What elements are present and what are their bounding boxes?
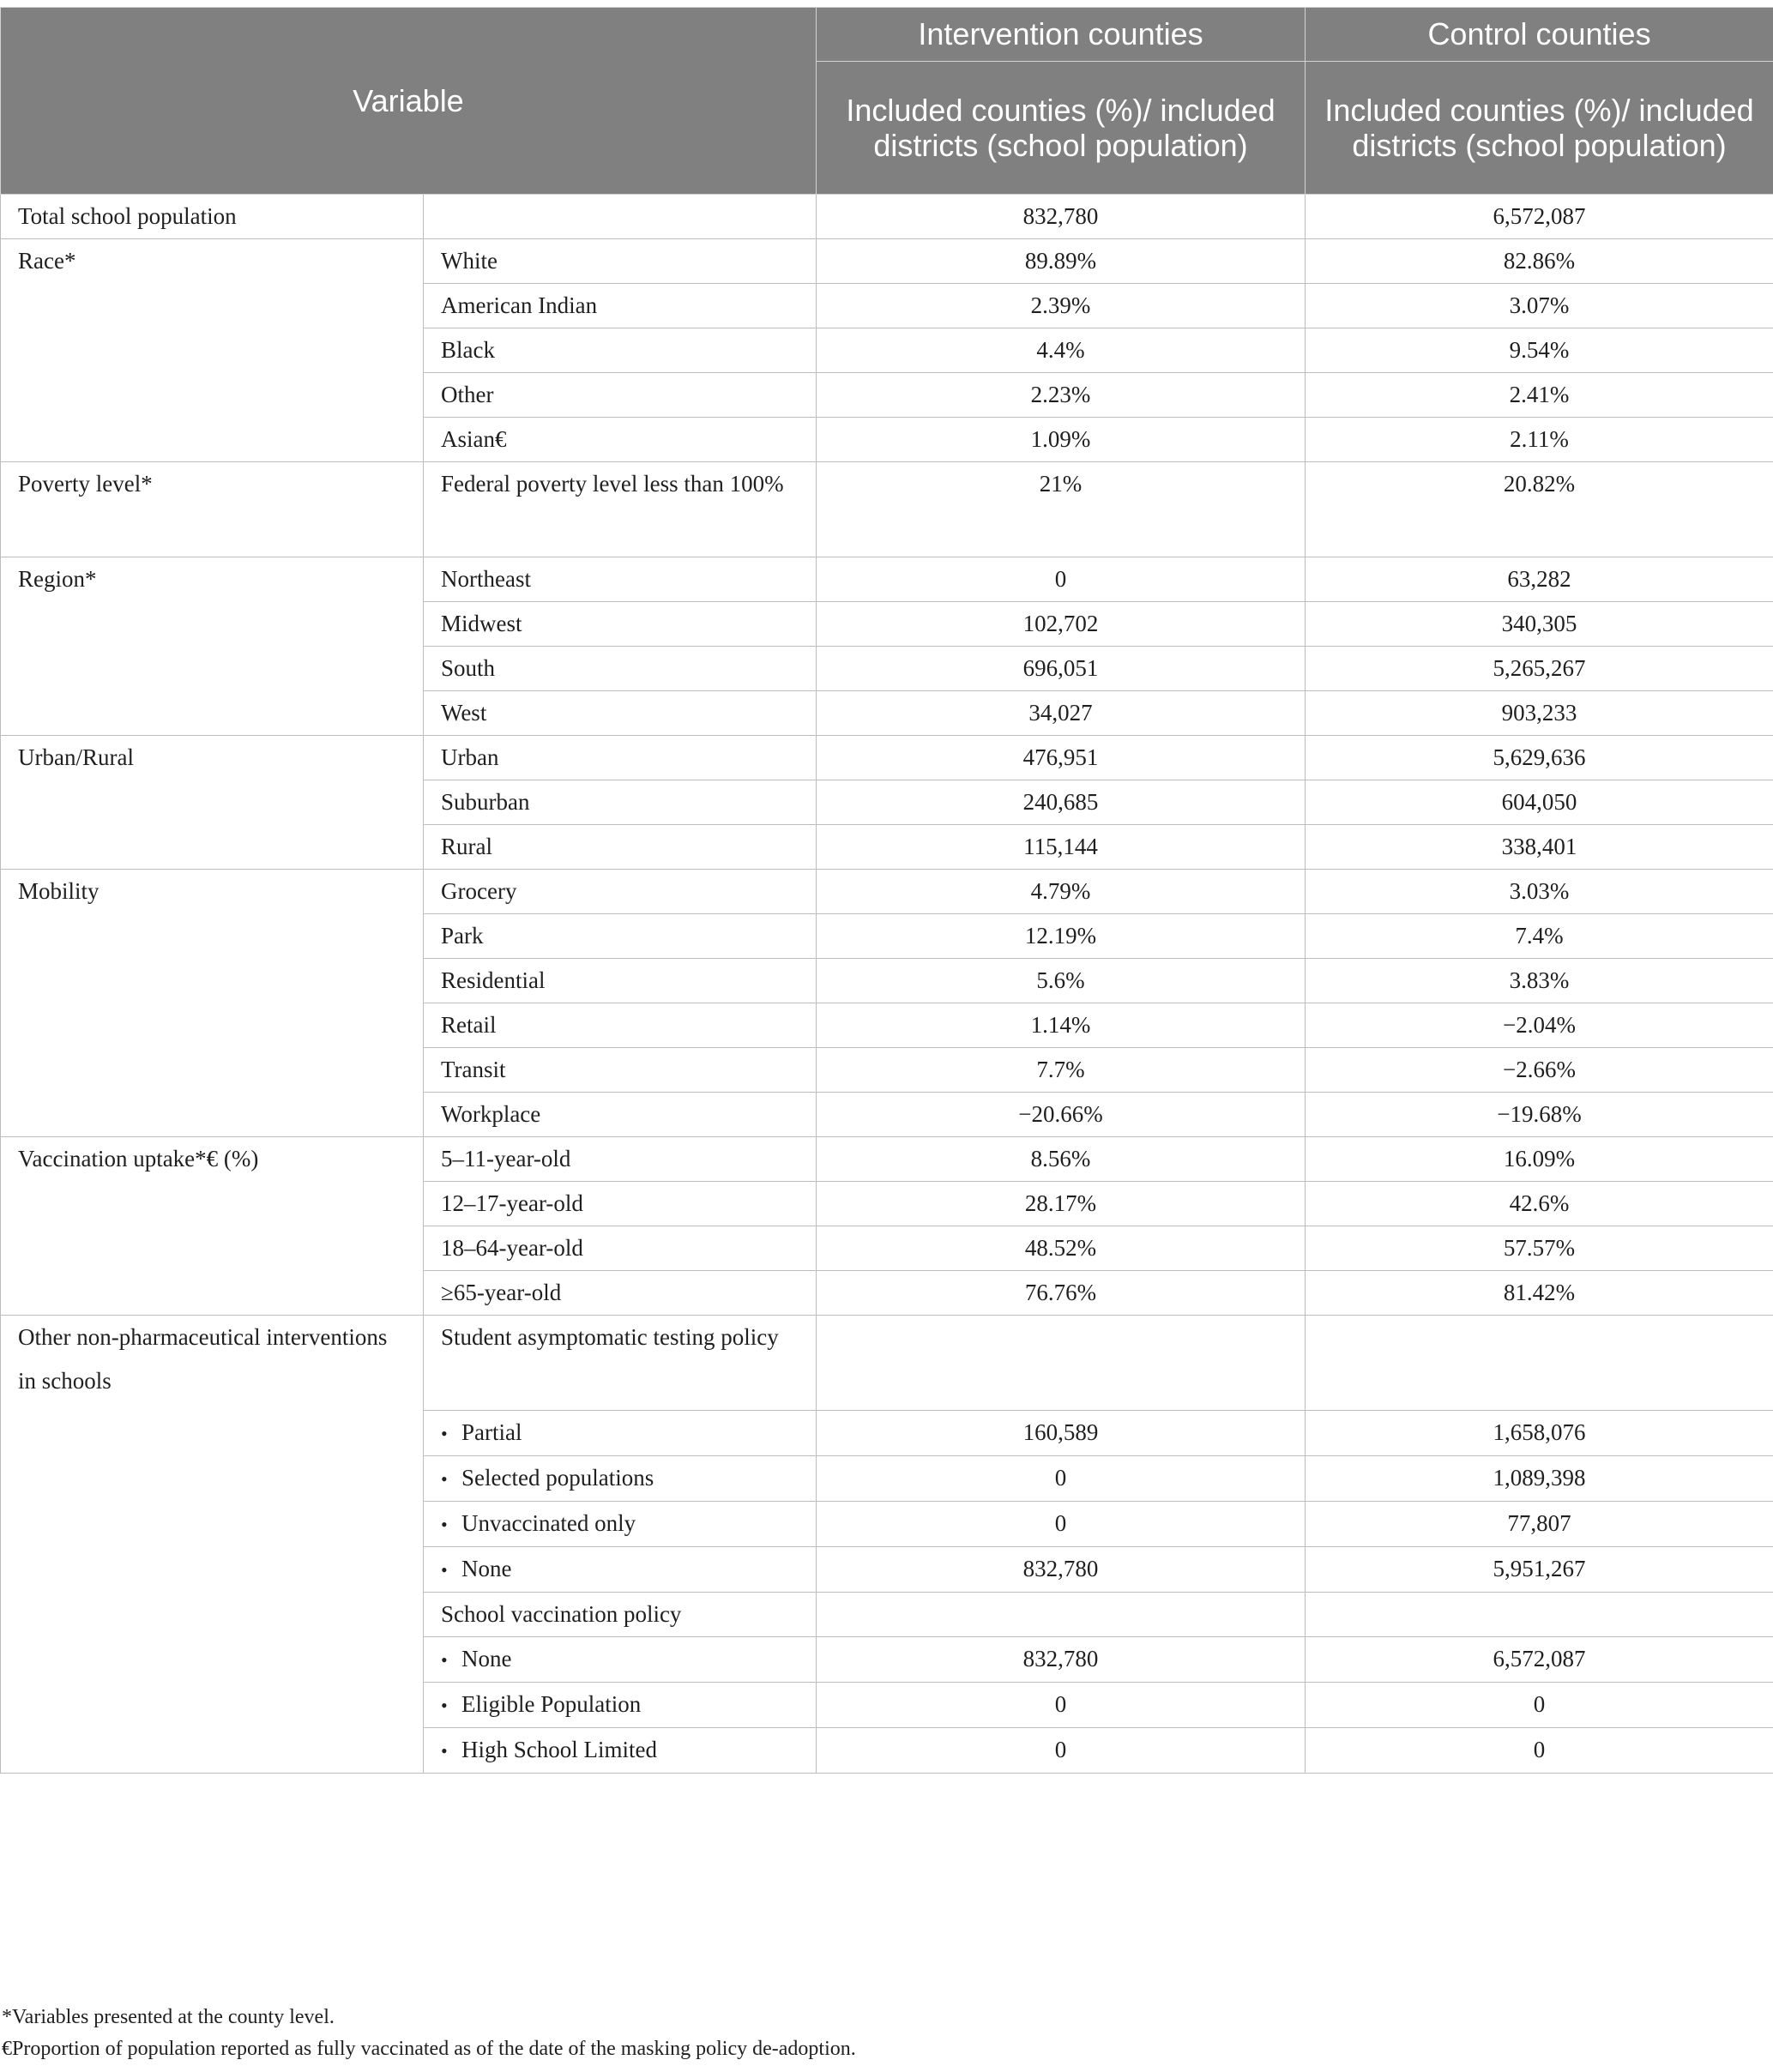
bullet-glyph: • [441,1695,448,1716]
intervention-value: 115,144 [817,825,1306,870]
intervention-header: Intervention counties [817,8,1306,62]
row-label-urban-rural: Urban/Rural [1,736,424,870]
intervention-value: 0 [817,1683,1306,1728]
row-label-race: Race* [1,239,424,462]
control-value: 20.82% [1306,462,1773,557]
intervention-value: 8.56% [817,1137,1306,1182]
intervention-value: 5.6% [817,959,1306,1003]
sub-label: American Indian [424,284,817,328]
intervention-value: 34,027 [817,691,1306,736]
intervention-subheader: Included counties (%)/ included districts (school population) [817,62,1306,195]
sub-label: West [424,691,817,736]
sub-label: Rural [424,825,817,870]
table-row [1,736,1773,780]
bullet-item [424,1683,817,1728]
intervention-value: 832,780 [817,1547,1306,1593]
sub-label: 5–11-year-old [424,1137,817,1182]
bullet-glyph: • [441,1423,448,1444]
row-label-mobility: Mobility [1,870,424,1137]
intervention-value: 21% [817,462,1306,557]
bullet-item [424,1547,817,1593]
sub-label: Other [424,373,817,418]
bullet-item [424,1456,817,1502]
sub-label: Residential [424,959,817,1003]
control-value: 3.07% [1306,284,1773,328]
bullet-glyph: • [441,1559,448,1581]
sub-label: Partial [461,1419,522,1445]
intervention-value: 12.19% [817,914,1306,959]
sub-label: Selected populations [461,1465,654,1491]
control-value: 0 [1306,1728,1773,1774]
intervention-value: 2.23% [817,373,1306,418]
sub-label: Workplace [424,1093,817,1137]
control-value: 6,572,087 [1306,1637,1773,1683]
control-value: 63,282 [1306,557,1773,602]
sub-label: ≥65-year-old [424,1271,817,1316]
intervention-value: 832,780 [817,1637,1306,1683]
sub-label: None [461,1556,512,1581]
intervention-value: −20.66% [817,1093,1306,1137]
intervention-value: 4.79% [817,870,1306,914]
sub-label: High School Limited [461,1737,657,1762]
sub-label: Federal poverty level less than 100% [424,462,817,557]
control-value: 42.6% [1306,1182,1773,1226]
sub-label: White [424,239,817,284]
intervention-value: 0 [817,1456,1306,1502]
sub-label: 12–17-year-old [424,1182,817,1226]
table-row [1,1137,1773,1182]
intervention-value: 28.17% [817,1182,1306,1226]
intervention-value: 0 [817,557,1306,602]
control-value: 5,629,636 [1306,736,1773,780]
intervention-value: 89.89% [817,239,1306,284]
sub-label: Retail [424,1003,817,1048]
sub-label: None [461,1646,512,1671]
characteristics-table [0,7,1773,1774]
sub-label: Midwest [424,602,817,647]
intervention-value: 2.39% [817,284,1306,328]
sub-label: 18–64-year-old [424,1226,817,1271]
sub-label: School vaccination policy [424,1593,817,1637]
sub-label: Urban [424,736,817,780]
sub-label [424,195,817,239]
row-label-poverty: Poverty level* [1,462,424,557]
row-label-vaccination: Vaccination uptake*€ (%) [1,1137,424,1316]
intervention-value: 1.14% [817,1003,1306,1048]
control-value: 9.54% [1306,328,1773,373]
row-label-npi: Other non-pharmaceutical interventions in schools [1,1316,424,1774]
intervention-value: 0 [817,1502,1306,1547]
intervention-value: 240,685 [817,780,1306,825]
control-value: 6,572,087 [1306,195,1773,239]
control-value: 82.86% [1306,239,1773,284]
intervention-value: 696,051 [817,647,1306,691]
control-value: 2.41% [1306,373,1773,418]
control-value: 57.57% [1306,1226,1773,1271]
sub-label: Asian€ [424,418,817,462]
intervention-value: 4.4% [817,328,1306,373]
control-value [1306,1593,1773,1637]
sub-label: Transit [424,1048,817,1093]
table-row [1,462,1773,557]
variable-header: Variable [1,8,817,195]
intervention-value: 76.76% [817,1271,1306,1316]
control-value: 5,265,267 [1306,647,1773,691]
control-value: 16.09% [1306,1137,1773,1182]
row-label-total: Total school population [1,195,424,239]
bullet-glyph: • [441,1740,448,1762]
control-value: 1,658,076 [1306,1411,1773,1456]
control-value: 81.42% [1306,1271,1773,1316]
control-value: 2.11% [1306,418,1773,462]
table-row [1,557,1773,602]
control-value: 0 [1306,1683,1773,1728]
control-value: 340,305 [1306,602,1773,647]
intervention-value: 7.7% [817,1048,1306,1093]
control-value [1306,1316,1773,1411]
sub-label: South [424,647,817,691]
table-row [1,195,1773,239]
sub-label: Park [424,914,817,959]
intervention-value: 476,951 [817,736,1306,780]
control-value: 7.4% [1306,914,1773,959]
control-value: −19.68% [1306,1093,1773,1137]
footnote-vaccinated: €Proportion of population reported as fully vaccinated as of the date of the masking policy de-adoption. [2,2038,856,2060]
header-row-1 [1,8,1773,62]
sub-label: Student asymptomatic testing policy [424,1316,817,1411]
intervention-value: 1.09% [817,418,1306,462]
control-value: 604,050 [1306,780,1773,825]
table-row [1,870,1773,914]
control-value: −2.66% [1306,1048,1773,1093]
bullet-item [424,1502,817,1547]
intervention-value: 102,702 [817,602,1306,647]
intervention-value: 0 [817,1728,1306,1774]
intervention-value: 832,780 [817,195,1306,239]
sub-label: Grocery [424,870,817,914]
sub-label: Suburban [424,780,817,825]
bullet-glyph: • [441,1514,448,1535]
bullet-glyph: • [441,1649,448,1671]
control-subheader: Included counties (%)/ included districts (school population) [1306,62,1773,195]
control-value: 903,233 [1306,691,1773,736]
table-row [1,1316,1773,1411]
control-value: 3.83% [1306,959,1773,1003]
sub-label: Eligible Population [461,1691,642,1717]
control-value: 5,951,267 [1306,1547,1773,1593]
footnote-county-level: *Variables presented at the county level. [2,2006,335,2028]
bullet-item [424,1637,817,1683]
intervention-value: 160,589 [817,1411,1306,1456]
sub-label: Northeast [424,557,817,602]
bullet-item [424,1411,817,1456]
intervention-value [817,1593,1306,1637]
sub-label: Unvaccinated only [461,1510,636,1536]
intervention-value [817,1316,1306,1411]
control-value: 338,401 [1306,825,1773,870]
bullet-glyph: • [441,1468,448,1490]
intervention-value: 48.52% [817,1226,1306,1271]
control-value: −2.04% [1306,1003,1773,1048]
control-value: 1,089,398 [1306,1456,1773,1502]
table-row [1,239,1773,284]
control-header: Control counties [1306,8,1773,62]
control-value: 77,807 [1306,1502,1773,1547]
bullet-item [424,1728,817,1774]
row-label-region: Region* [1,557,424,736]
control-value: 3.03% [1306,870,1773,914]
sub-label: Black [424,328,817,373]
